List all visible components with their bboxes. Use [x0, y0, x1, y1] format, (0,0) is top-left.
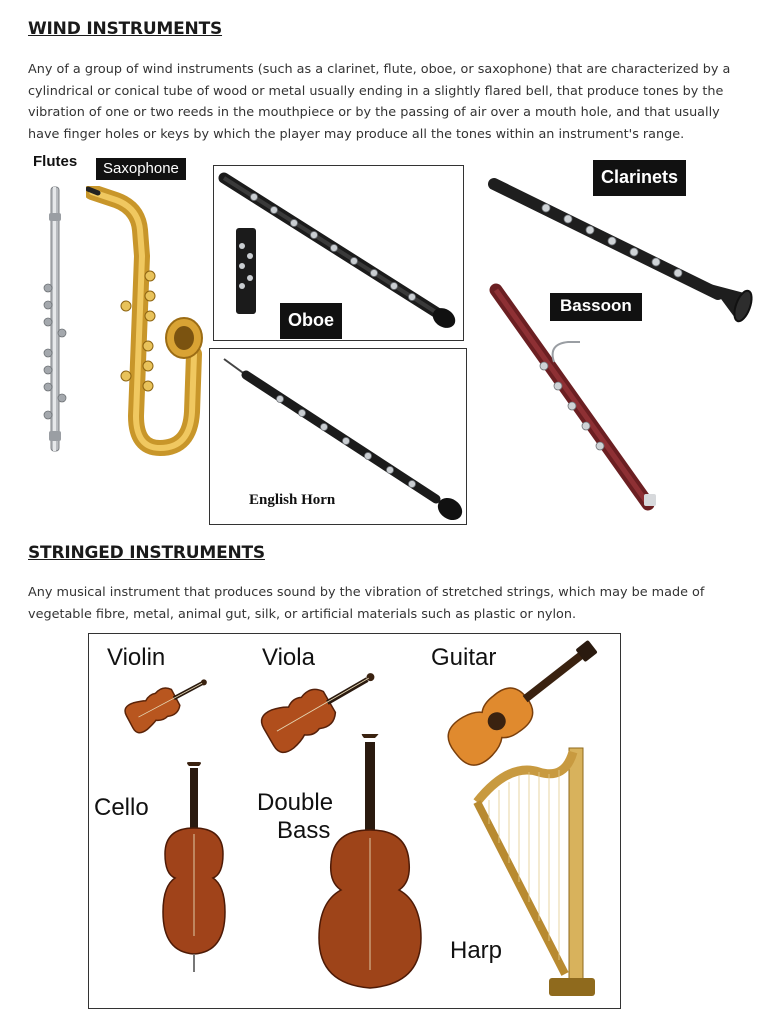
guitar-label: Guitar — [431, 644, 497, 671]
oboe-frame — [213, 165, 464, 341]
cello-image — [149, 762, 239, 976]
english-horn-label: English Horn — [249, 492, 336, 508]
harp-image — [469, 742, 609, 1000]
double-bass-image — [309, 734, 429, 994]
flute-image — [36, 183, 72, 455]
bassoon-image — [484, 282, 666, 514]
strings-frame — [88, 633, 621, 1009]
stringed-description: Any musical instrument that produces sound by the vibration of stretched strings, which may be made of vegetable fibre, metal, animal gut, silk, or artificial materials such as plastic or nylon. — [28, 585, 705, 622]
double-bass-label-line2: Bass — [277, 817, 331, 844]
wind-description: Any of a group of wind instruments (such as a clarinet, flute, oboe, or saxophone) that are characterized by a cylindrical or conical tube of wood or metal usually ending in a slightly flared bell, that produce tones by the vibration of one or two reeds in the mouthpiece or by the passing of air over a mouth hole, and that usually have finger holes or keys by which the player may produce all the tones within an instrument's range. — [28, 62, 731, 142]
english-horn-frame — [209, 348, 467, 525]
clarinets-label: Clarinets — [593, 160, 686, 196]
flutes-label: Flutes — [33, 153, 78, 170]
violin-label: Violin — [107, 644, 166, 671]
saxophone-label: Saxophone — [96, 158, 186, 180]
double-bass-label-line1: Double — [257, 789, 334, 816]
oboe-label: Oboe — [280, 303, 342, 339]
cello-label: Cello — [94, 794, 149, 821]
saxophone-image — [86, 186, 204, 456]
violin-image — [115, 668, 215, 738]
bassoon-label: Bassoon — [550, 293, 642, 321]
viola-label: Viola — [262, 644, 315, 671]
harp-label: Harp — [450, 937, 503, 964]
wind-heading: WIND INSTRUMENTS — [28, 19, 223, 39]
stringed-heading: STRINGED INSTRUMENTS — [28, 543, 265, 563]
